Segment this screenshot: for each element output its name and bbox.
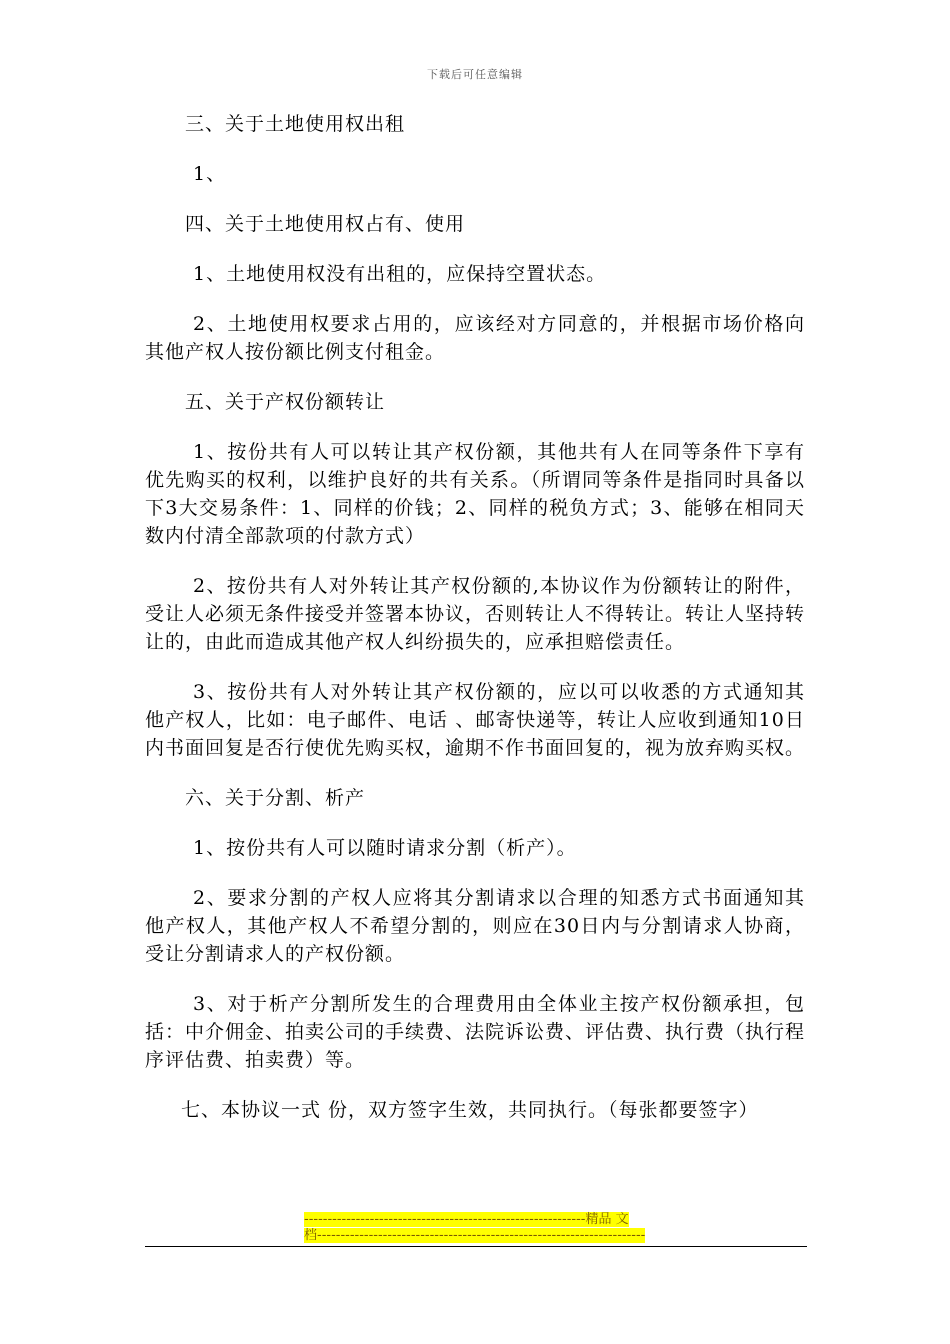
footer-line-1: ------------------------------------------------------------精品 文: [304, 1212, 629, 1227]
paragraph: 2、按份共有人对外转让其产权份额的,本协议作为份额转让的附件，受让人必须无条件接受并签署本协议，否则转让人不得转让。转让人坚持转让的，由此而造成其他产权人纠纷损失的，应承担赔偿责任。: [145, 575, 806, 653]
paragraph: 1、按份共有人可以随时请求分割（析产）。: [193, 837, 577, 859]
paragraph: 3、对于析产分割所发生的合理费用由全体业主按产权份额承担，包括：中介佣金、拍卖公司的手续费、法院诉讼费、评估费、执行费（执行程序评估费、拍卖费）等。: [145, 993, 806, 1071]
list-item: 1、: [193, 163, 227, 185]
section-heading-6: 六、关于分割、析产: [185, 787, 366, 809]
paragraph: 1、土地使用权没有出租的，应保持空置状态。: [193, 263, 607, 285]
paragraph: 2、土地使用权要求占用的，应该经对方同意的，并根据市场价格向其他产权人按份额比例支付租金。: [145, 313, 805, 363]
footer-divider: [145, 1246, 807, 1247]
section-heading-3: 三、关于土地使用权出租: [185, 113, 406, 135]
section-heading-5: 五、关于产权份额转让: [185, 391, 386, 413]
page-footer-watermark: [304, 1212, 649, 1244]
document-body: [145, 110, 805, 1146]
section-heading-4: 四、关于土地使用权占有、使用: [185, 213, 466, 235]
paragraph: 3、按份共有人对外转让其产权份额的，应以可以收悉的方式通知其他产权人，比如：电子邮件、电话 、邮寄快递等，转让人应收到通知10日内书面回复是否行使优先购买权，逾期不作书面回复的，视为放弃购买权。: [145, 681, 806, 759]
footer-line-2: 档----------------------------------------------------------------------: [304, 1228, 646, 1243]
closing-paragraph: 七、本协议一式 份，双方签字生效，共同执行。（每张都要签字）: [181, 1099, 759, 1121]
paragraph: 1、按份共有人可以转让其产权份额，其他共有人在同等条件下享有优先购买的权利，以维护良好的共有关系。（所谓同等条件是指同时具备以下3大交易条件：1、同样的价钱；2、同样的税负方式；3、能够在相同天数内付清全部款项的付款方式）: [145, 441, 805, 547]
page-header: 下载后可任意编辑: [427, 68, 523, 81]
paragraph: 2、要求分割的产权人应将其分割请求以合理的知悉方式书面通知其他产权人，其他产权人不希望分割的，则应在30日内与分割请求人协商，受让分割请求人的产权份额。: [145, 887, 805, 965]
